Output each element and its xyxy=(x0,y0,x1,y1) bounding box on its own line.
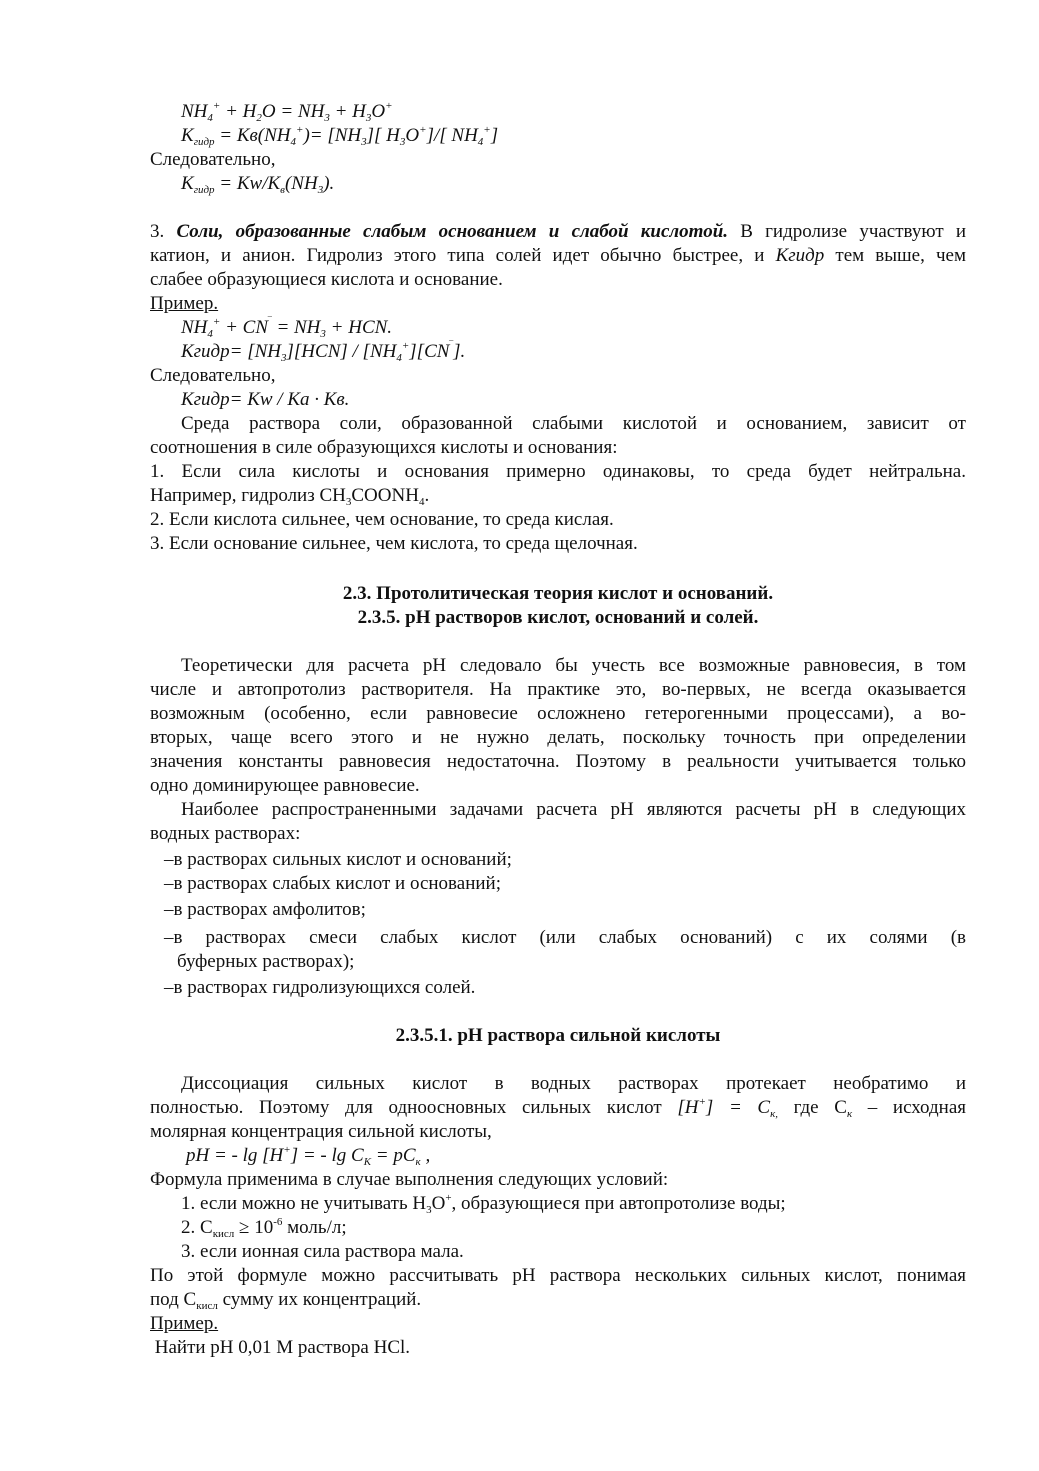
example-label: Пример. xyxy=(150,293,219,314)
para3-line-3: молярная концентрация сильной кислоты, xyxy=(150,1121,492,1142)
equation-hydrolysis-constant: $K_{гидр} = Kв(NH_4^+)= [NH_3]$[ $H_3O^+]/$[ $NH_4^+$] xyxy=(181,124,499,148)
equation-ph-strong-acid: pH = - lg [H+] = - $\lg C_K = pC_к$ , xyxy=(186,1144,431,1168)
para3-line-2: полностью. Поэтому для одноосновных сильных кислот $[H^+] = C_{к,}$ где $С_к$ – исходная xyxy=(150,1096,967,1120)
example-task: Найти рН 0,01 М раствора HCl. xyxy=(150,1337,411,1358)
text-therefore-2: Следовательно, xyxy=(150,365,276,386)
medium-line-6: 3. Если основание сильнее, чем кислота, то среда щелочная. xyxy=(150,533,638,554)
section-heading-2-3: 2.3. Протолитическая теория кислот и оснований. xyxy=(342,583,774,604)
list-item: –в растворах сильных кислот и оснований; xyxy=(164,849,512,870)
list-item: –в растворах гидролизующихся солей. xyxy=(164,977,476,998)
medium-line-1: Среда раствора соли, образованной слабыми кислотой и основанием, зависит от xyxy=(181,413,966,434)
para4-line-2: под $С_{кисл}$ сумму их концентраций. xyxy=(150,1289,422,1312)
equation-hydrolysis-nh4: $NH_4^+ + H_2O = NH_3 + H_3O^+$ xyxy=(181,100,393,124)
para1-line-4: вторых, чаще всего этого и не нужно делать, поскольку точность при определении xyxy=(150,727,966,748)
para1-line-6: одно доминирующее равновесие. xyxy=(150,775,420,796)
section-3-line-1: 3. Соли, образованные слабым основанием и слабой кислотой. В гидролизе участвуют и xyxy=(150,221,967,242)
section-heading-2-3-5: 2.3.5. рН растворов кислот, оснований и солей. xyxy=(357,607,759,628)
para1-line-1: Теоретически для расчета рН следовало бы учесть все возможные равновесия, в том xyxy=(181,655,966,676)
condition-item-2: 2. $С_{кисл} \ge 10^{-6}$ моль/л; xyxy=(181,1216,347,1240)
text-therefore: Следовательно, xyxy=(150,149,276,170)
para4-line-1: По этой формуле можно рассчитывать рН раствора нескольких сильных кислот, понимая xyxy=(150,1265,966,1286)
formula-conditions-intro: Формула применима в случае выполнения следующих условий: xyxy=(150,1169,669,1190)
medium-line-3: 1. Если сила кислоты и основания примерно одинаковы, то среда будет нейтральна. xyxy=(150,461,966,482)
para2-line-1: Наиболее распространенными задачами расчета рН являются расчеты рН в следующих xyxy=(181,799,966,820)
example-label-2: Пример. xyxy=(150,1313,219,1334)
list-item: –в растворах амфолитов; xyxy=(164,899,366,920)
para1-line-5: значения константы равновесия недостаточна. Поэтому в реальности учитывается только xyxy=(150,751,966,772)
list-item: –в растворах слабых кислот и оснований; xyxy=(164,873,501,894)
para3-line-1: Диссоциация сильных кислот в водных растворах протекает необратимо и xyxy=(181,1073,966,1094)
equation-khydr-result: $K_{гидр} = Kw/K_в(NH_3)$. xyxy=(181,173,335,196)
section-3-line-3: слабее образующиеся кислота и основание. xyxy=(150,269,503,290)
equation-khydr-kw-ka-kb: Кгидр= Kw / Ka · Kв. xyxy=(181,389,350,410)
condition-item-1: 1. если можно не учитывать $H_3O^+$, образующиеся при автопротолизе воды; xyxy=(181,1192,786,1216)
para2-line-2: водных растворах: xyxy=(150,823,301,844)
medium-line-2: соотношения в силе образующихся кислоты и основания: xyxy=(150,437,618,458)
list-item-continuation: буферных растворах); xyxy=(177,951,355,972)
section-3-line-2: катион, и анион. Гидролиз этого типа солей идет обычно быстрее, и Кгидр тем выше, чем xyxy=(150,245,967,266)
medium-line-4: Например, гидролиз $CH_3COONH_4$. xyxy=(150,485,430,508)
para1-line-3: возможным (особенно, если равновесие осложнено гетерогенными процессами), а во- xyxy=(150,703,966,724)
section-heading-2-3-5-1: 2.3.5.1. рН раствора сильной кислоты xyxy=(395,1025,721,1046)
list-item: –в растворах смеси слабых кислот (или слабых оснований) с их солями (в xyxy=(164,927,966,948)
para1-line-2: числе и автопротолиз растворителя. На практике это, во-первых, не всегда оказывается xyxy=(150,679,966,700)
equation-nh4-cn: $NH_4^+ + CN^‾ = NH_3$ + HCN. xyxy=(181,316,393,340)
condition-item-3: 3. если ионная сила раствора мала. xyxy=(181,1241,464,1262)
equation-khydr-nh4-cn: Кгидр= $[NH_3][HCN] / [NH_4^+][CN^‾]$. xyxy=(181,340,466,364)
medium-line-5: 2. Если кислота сильнее, чем основание, то среда кислая. xyxy=(150,509,614,530)
